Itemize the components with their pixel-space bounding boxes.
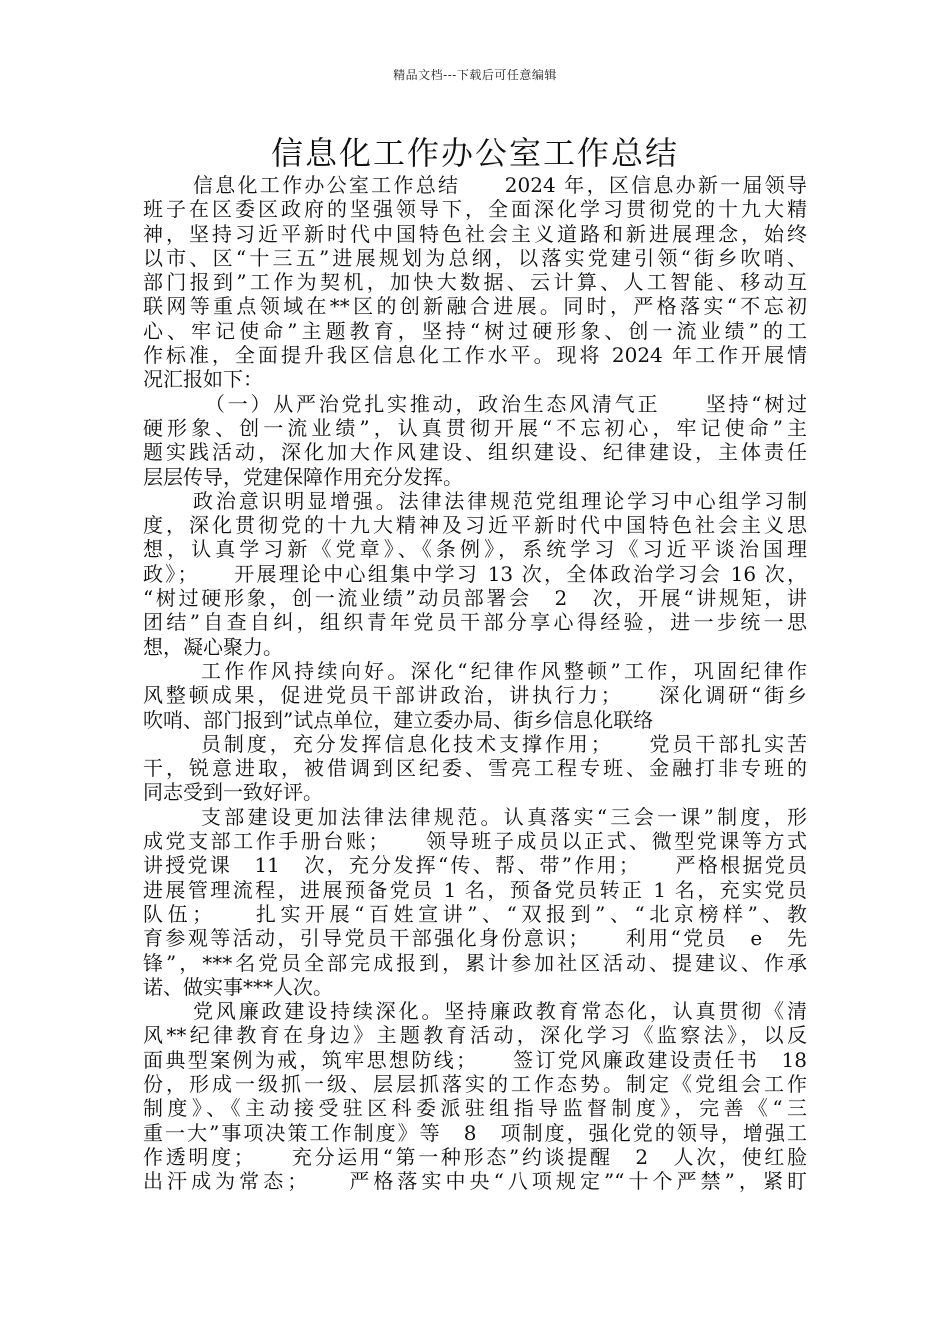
body-line: 重一大”事项决策工作制度》等 8 项制度，强化党的领导，增强工	[143, 1120, 807, 1145]
body-line: 同志受到一致好评。	[143, 780, 323, 805]
document-body	[143, 173, 807, 1193]
body-line: 神，坚持习近平新时代中国特色社会主义道路和新进展理念，始终	[143, 221, 807, 246]
body-line: 团结”自查自纠，组织青年党员干部分享心得经验，进一步统一思	[143, 610, 807, 635]
body-line: 队伍； 扎实开展“百姓宣讲”、“双报到”、“北京榜样”、教	[143, 901, 807, 926]
body-line: 面典型案例为戒，筑牢思想防线； 签订党风廉政建设责任书 18	[143, 1047, 807, 1072]
document-title: 信息化工作办公室工作总结	[270, 134, 679, 172]
body-line: 讲授党课 11 次，充分发挥“传、帮、带”作用； 严格根据党员	[143, 853, 807, 878]
body-line: 作标准，全面提升我区信息化工作水平。现将 2024 年工作开展情	[143, 343, 807, 368]
body-line: 想，认真学习新《党章》、《条例》，系统学习《习近平谈治国理	[143, 537, 807, 562]
body-line: 信息化工作办公室工作总结 2024 年，区信息办新一届领导	[193, 173, 807, 197]
body-line: 支部建设更加法律法律规范。认真落实“三会一课”制度，形	[201, 804, 807, 829]
body-line: 风整顿成果，促进党员干部讲政治，讲执行力； 深化调研“街乡	[143, 683, 807, 708]
body-line: 进展管理流程，进展预备党员 1 名，预备党员转正 1 名，充实党员	[143, 877, 807, 902]
body-line: 以市、区“十三五”进展规划为总纲，以落实党建引领“街乡吹哨、	[143, 245, 807, 270]
body-line: 制度》、《主动接受驻区科委派驻组指导监督制度》，完善《“三	[143, 1096, 807, 1121]
body-line: 层层传导，党建保障作用充分发挥。	[143, 464, 463, 489]
body-line: 员制度，充分发挥信息化技术支撑作用； 党员干部扎实苦	[201, 731, 807, 756]
body-line: 心、牢记使命”主题教育，坚持“树过硬形象、创一流业绩”的工	[143, 318, 807, 343]
body-line: 成党支部工作手册台账； 领导班子成员以正式、微型党课等方式	[143, 829, 807, 854]
body-line: 诺、做实事***人次。	[143, 974, 333, 999]
body-line: 题实践活动，深化加大作风建设、组织建设、纪律建设，主体责任	[143, 440, 807, 465]
body-line: 吹哨、部门报到”试点单位，建立委办局、街乡信息化联络	[143, 707, 654, 732]
body-line: 干，锐意进取，被借调到区纪委、雪亮工程专班、金融打非专班的	[143, 756, 807, 781]
body-line: （一）从严治党扎实推动，政治生态风清气正 坚持“树过	[205, 391, 807, 416]
body-line: 锋”，***名党员全部完成报到，累计参加社区活动、提建议、作承	[143, 950, 807, 975]
body-line: 工作作风持续向好。深化“纪律作风整顿”工作，巩固纪律作	[201, 658, 807, 683]
body-line: 班子在区委区政府的坚强领导下，全面深化学习贯彻党的十九大精	[143, 197, 807, 222]
body-line: 硬形象、创一流业绩”，认真贯彻开展“不忘初心，牢记使命”主	[143, 415, 807, 440]
body-line: 部门报到”工作为契机，加快大数据、云计算、人工智能、移动互	[143, 270, 807, 295]
body-line: 政治意识明显增强。法律法律规范党组理论学习中心组学习制	[193, 488, 807, 513]
body-line: 政》； 开展理论中心组集中学习 13 次，全体政治学习会 16 次，	[143, 561, 807, 586]
body-line: 出汗成为常态； 严格落实中央“八项规定”“十个严禁”，紧盯	[143, 1169, 807, 1194]
body-line: “树过硬形象，创一流业绩”动员部署会 2 次，开展“讲规矩，讲	[143, 586, 807, 611]
body-line: 风**纪律教育在身边》主题教育活动，深化学习《监察法》，以反	[143, 1023, 807, 1048]
body-line: 育参观等活动，引导党员干部强化身份意识； 利用“党员 e 先	[143, 926, 807, 951]
body-line: 想，凝心聚力。	[143, 634, 283, 659]
body-line: 份，形成一级抓一级、层层抓落实的工作态势。制定《党组会工作	[143, 1071, 807, 1096]
body-line: 联网等重点领域在**区的创新融合进展。同时，严格落实“不忘初	[143, 294, 807, 319]
body-line: 况汇报如下：	[143, 367, 263, 392]
page-header: 精品文档---下载后可任意编辑	[393, 68, 557, 82]
body-line: 作透明度； 充分运用“第一种形态”约谈提醒 2 人次，使红脸	[143, 1144, 807, 1169]
body-line: 党风廉政建设持续深化。坚持廉政教育常态化，认真贯彻《清	[193, 999, 807, 1024]
body-line: 度，深化贯彻党的十九大精神及习近平新时代中国特色社会主义思	[143, 513, 807, 538]
